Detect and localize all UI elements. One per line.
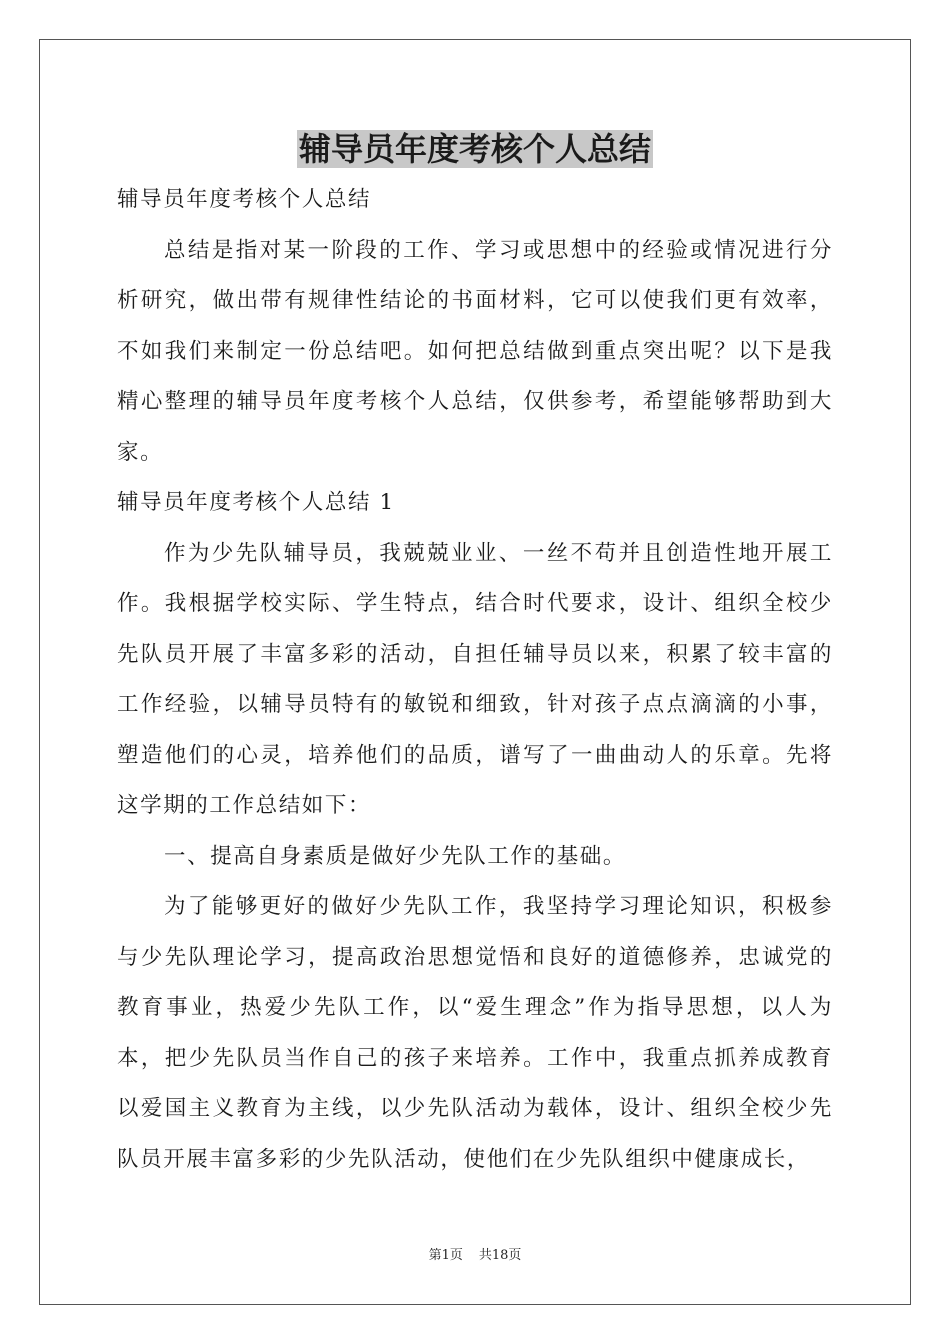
page-total: 共18页 — [478, 1248, 522, 1263]
paragraph-section-heading: 辅导员年度考核个人总结 1 — [117, 490, 395, 515]
page-number: 第1页 — [428, 1248, 463, 1263]
paragraph-body-2: 为了能够更好的做好少先队工作，我坚持学习理论知识，积极参与少先队理论学习，提高政治思想觉悟和良好的道德修养，忠诚党的教育事业，热爱少先队工作，以“爱生理念”作为指导思想，以人为本，把少先队员当作自己的孩子来培养。工作中，我重点抓养成教育以爱国主义教育为主线，以少先队活动为载体，设计、组织全校少先队员开展丰富多彩的少先队活动，使他们在少先队组织中健康成长， — [117, 894, 833, 1172]
page-footer — [0, 1246, 950, 1266]
paragraph-intro: 总结是指对某一阶段的工作、学习或思想中的经验或情况进行分析研究，做出带有规律性结论的书面材料，它可以使我们更有效率，不如我们来制定一份总结吧。如何把总结做到重点突出呢？以下是我精心整理的辅导员年度考核个人总结，仅供参考，希望能够帮助到大家。 — [117, 237, 833, 465]
paragraph-body-1: 作为少先队辅导员，我兢兢业业、一丝不苟并且创造性地开展工作。我根据学校实际、学生特点，结合时代要求，设计、组织全校少先队员开展了丰富多彩的活动，自担任辅导员以来，积累了较丰富的工作经验，以辅导员特有的敏锐和细致，针对孩子点点滴滴的小事，塑造他们的心灵，培养他们的品质，谱写了一曲曲动人的乐章。先将这学期的工作总结如下： — [117, 540, 833, 818]
document-body — [117, 175, 833, 1185]
paragraph-subtitle: 辅导员年度考核个人总结 — [117, 187, 372, 212]
document-title-text: 辅导员年度考核个人总结 — [298, 130, 651, 168]
paragraph-point-1: 一、提高自身素质是做好少先队工作的基础。 — [164, 843, 627, 869]
document-title — [0, 125, 950, 173]
